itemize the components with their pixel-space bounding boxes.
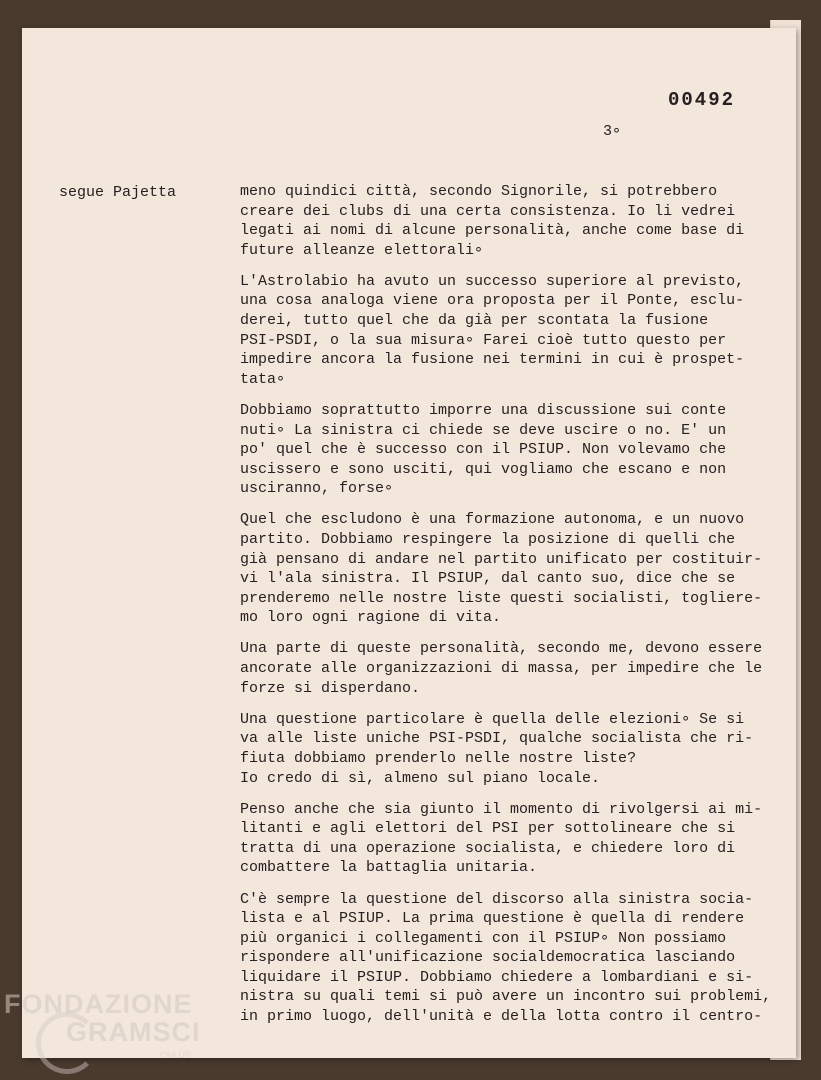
watermark-line-2: GRAMSCI (66, 1017, 201, 1047)
watermark-line-1: FONDAZIONE (4, 989, 193, 1019)
text-line: in primo luogo, dell'unità e della lotta contro il centro- (240, 1008, 763, 1026)
paragraph (240, 890, 792, 1027)
text-line: Io credo di sì, almeno sul piano locale. (240, 769, 601, 787)
speaker-label: segue Pajetta (59, 184, 177, 201)
text-line: tata∘ (240, 370, 286, 388)
text-line: una cosa analoga viene ora proposta per il Ponte, esclu- (240, 292, 745, 310)
text-line: già pensano di andare nel partito unificato per costituir- (240, 550, 763, 568)
text-line: lista e al PSIUP. La prima questione è quella di rendere (240, 910, 745, 928)
watermark-small-text: ONLUS (160, 1050, 192, 1060)
text-line: usciranno, forse∘ (240, 480, 394, 498)
paragraph (240, 710, 792, 788)
text-line: combattere la battaglia unitaria. (240, 859, 538, 877)
text-line: ancorate alle organizzazioni di massa, per impedire che le (240, 660, 763, 678)
text-line: partito. Dobbiamo respingere la posizione di quelli che (240, 531, 736, 548)
text-line: derei, tutto quel che da già per scontata la fusione (240, 312, 709, 330)
paragraph (240, 182, 792, 260)
paragraph (240, 510, 792, 628)
page-number: 3∘ (603, 123, 622, 140)
paragraph (240, 800, 792, 878)
text-line: Penso anche che sia giunto il momento di rivolgersi ai mi- (240, 800, 763, 818)
text-line: forze si disperdano. (240, 679, 421, 697)
paragraph (240, 401, 792, 499)
text-line: tratta di una operazione socialista, e chiedere loro di (240, 839, 736, 857)
text-line: Una questione particolare è quella delle elezioni∘ Se si (240, 710, 745, 728)
body-text (240, 182, 792, 1038)
text-line: PSI-PSDI, o la sua misura∘ Farei cioè tutto questo per (240, 331, 727, 349)
text-line: meno quindici città, secondo Signorile, si potrebbero (240, 183, 718, 200)
text-line: L'Astrolabio ha avuto un successo superiore al previsto, (240, 272, 745, 290)
watermark (4, 990, 201, 1046)
text-line: Dobbiamo soprattutto imporre una discussione sui conte (240, 401, 727, 419)
text-line: va alle liste uniche PSI-PSDI, qualche socialista che ri- (240, 730, 754, 748)
paragraph (240, 272, 792, 390)
text-line: rispondere all'unificazione socialdemocratica lasciando (240, 949, 736, 967)
text-line: future alleanze elettorali∘ (240, 241, 484, 259)
text-line: litanti e agli elettori del PSI per sottolineare che si (240, 820, 736, 838)
text-line: impedire ancora la fusione nei termini in cui è prospet- (240, 351, 745, 369)
text-line: più organici i collegamenti con il PSIUP∘ Non possiamo (240, 929, 727, 947)
text-line: C'è sempre la questione del discorso alla sinistra socia- (240, 890, 754, 908)
text-line: liquidare il PSIUP. Dobbiamo chiedere a lombardiani e si- (240, 968, 754, 986)
text-line: creare dei clubs di una certa consistenza. Io li vedrei (240, 202, 736, 220)
text-line: nistra su quali temi si può avere un incontro sui problemi, (240, 988, 772, 1006)
text-line: po' quel che è successo con il PSIUP. Non volevamo che (240, 441, 727, 459)
text-line: mo loro ogni ragione di vita. (240, 609, 502, 627)
text-line: prenderemo nelle nostre liste questi socialisti, toglierе- (240, 589, 763, 607)
text-line: uscissero e sono usciti, qui vogliamo che escano e non (240, 460, 727, 478)
text-line: fiuta dobbiamo prenderlo nelle nostre liste? (240, 749, 637, 767)
text-line: legati ai nomi di alcune personalità, anche come base di (240, 222, 745, 240)
document-number: 00492 (668, 89, 736, 111)
text-line: vi l'ala sinistra. Il PSIUP, dal canto suo, dice che se (240, 570, 736, 588)
paragraph (240, 639, 792, 698)
text-line: nuti∘ La sinistra ci chiede se deve uscire o no. E' un (240, 421, 727, 439)
text-line: Una parte di queste personalità, secondo me, devono essere (240, 640, 763, 658)
text-line: Quel che escludono è una formazione autonoma, e un nuovo (240, 511, 745, 529)
